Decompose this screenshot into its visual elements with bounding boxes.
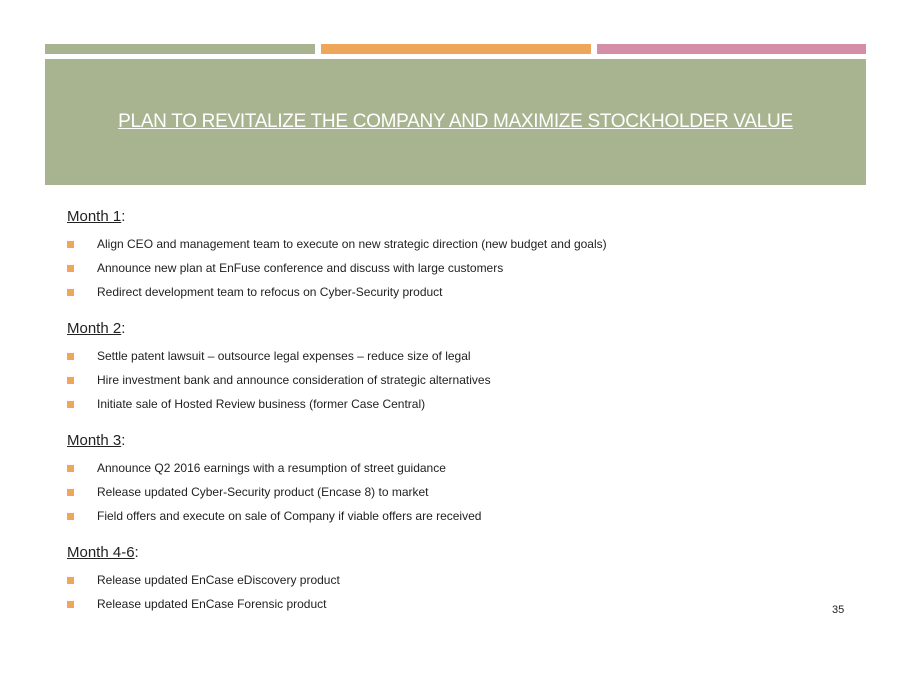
section-heading: Month 3: — [67, 432, 126, 449]
section-heading: Month 1: — [67, 208, 126, 225]
accent-stripe-green — [45, 44, 315, 54]
bullet-square-icon — [67, 289, 74, 296]
title-bar — [45, 59, 866, 185]
bullet-item: Announce Q2 2016 earnings with a resumption of street guidance — [67, 456, 847, 480]
bullet-square-icon — [67, 401, 74, 408]
bullet-item: Field offers and execute on sale of Company if viable offers are received — [67, 504, 847, 528]
bullet-item: Release updated Cyber-Security product (Encase 8) to market — [67, 480, 847, 504]
section-heading: Month 4-6: — [67, 544, 139, 561]
page-number: 35 — [832, 604, 845, 616]
accent-stripe-pink — [597, 44, 866, 54]
bullet-item: Announce new plan at EnFuse conference and discuss with large customers — [67, 256, 847, 280]
bullet-item: Redirect development team to refocus on Cyber-Security product — [67, 280, 847, 304]
bullet-item: Align CEO and management team to execute on new strategic direction (new budget and goals) — [67, 232, 847, 256]
bullet-item: Settle patent lawsuit – outsource legal expenses – reduce size of legal — [67, 344, 847, 368]
bullet-square-icon — [67, 377, 74, 384]
bullet-square-icon — [67, 601, 74, 608]
section-heading: Month 2: — [67, 320, 126, 337]
slide-title: PLAN TO REVITALIZE THE COMPANY AND MAXIMIZE STOCKHOLDER VALUE — [118, 111, 793, 132]
section-month-2 — [67, 318, 847, 416]
bullet-item: Release updated EnCase eDiscovery product — [67, 568, 847, 592]
slide-content — [67, 206, 847, 630]
bullet-square-icon — [67, 489, 74, 496]
bullet-square-icon — [67, 265, 74, 272]
section-month-1 — [67, 206, 847, 304]
section-month-3 — [67, 430, 847, 528]
bullet-item: Initiate sale of Hosted Review business (former Case Central) — [67, 392, 847, 416]
bullet-item: Hire investment bank and announce consideration of strategic alternatives — [67, 368, 847, 392]
accent-stripe-orange — [321, 44, 591, 54]
bullet-square-icon — [67, 513, 74, 520]
bullet-item: Release updated EnCase Forensic product — [67, 592, 847, 616]
section-month-4-6 — [67, 542, 847, 616]
bullet-square-icon — [67, 353, 74, 360]
bullet-square-icon — [67, 465, 74, 472]
bullet-square-icon — [67, 577, 74, 584]
bullet-square-icon — [67, 241, 74, 248]
